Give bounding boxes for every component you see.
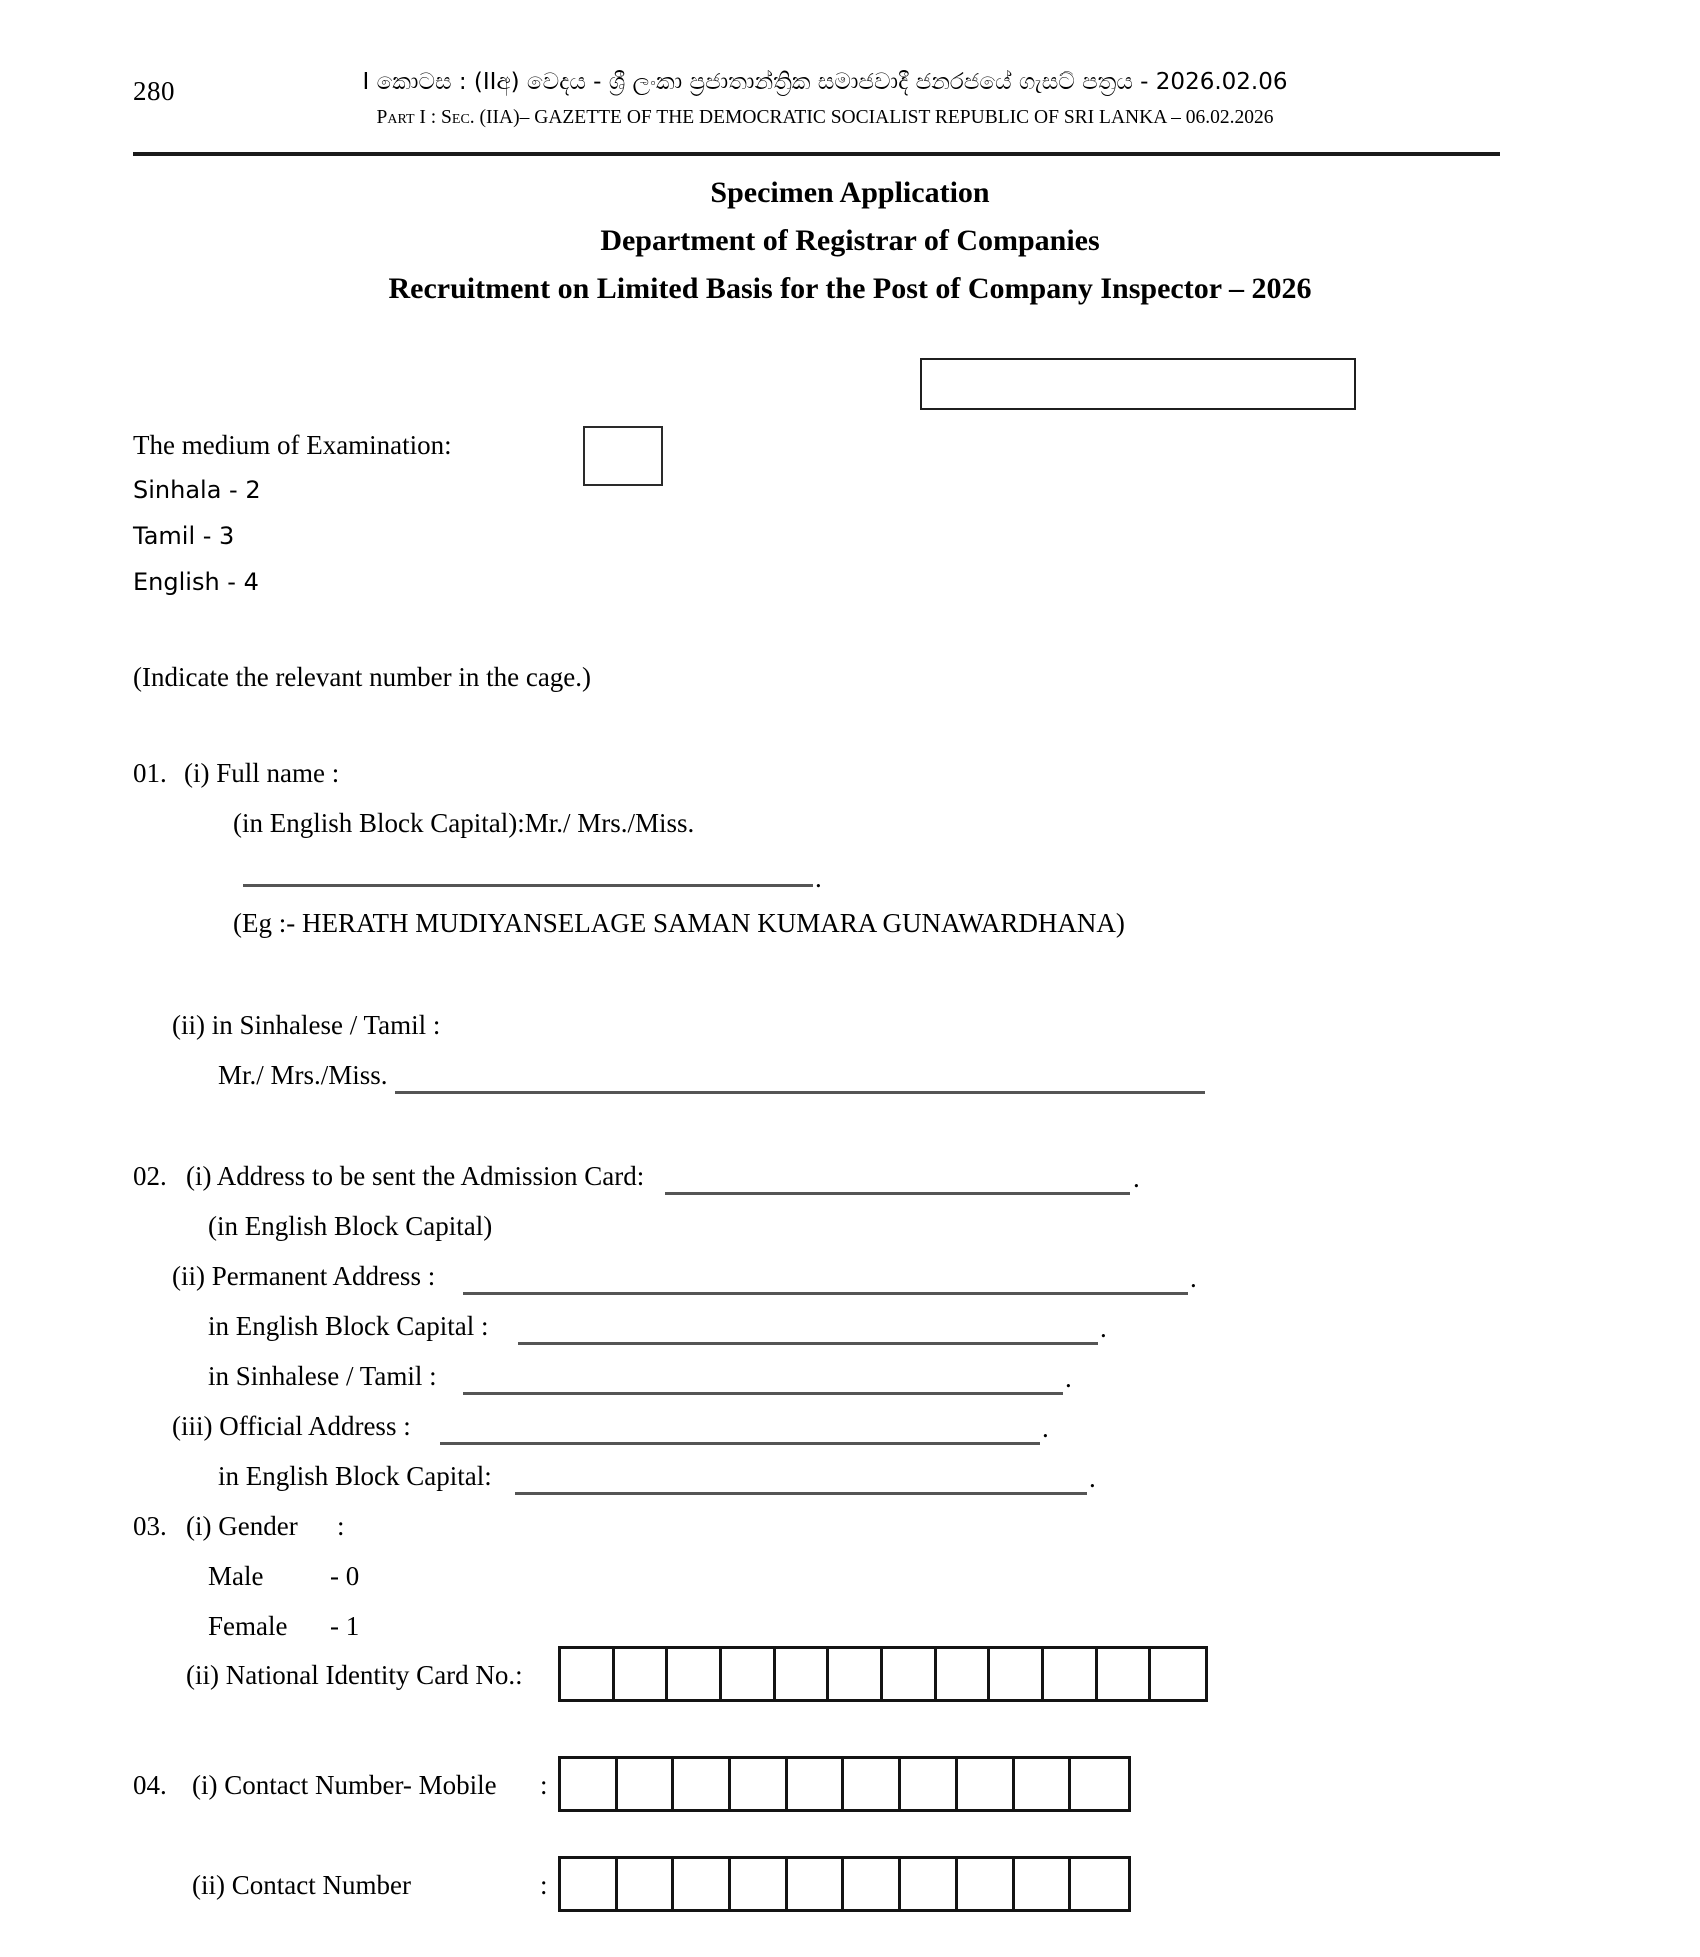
item-01-example: (Eg :- HERATH MUDIYANSELAGE SAMAN KUMARA GUNAWARDHANA) — [233, 908, 1125, 938]
department-title: Department of Registrar of Companies — [600, 224, 1100, 257]
office-use-box[interactable] — [920, 358, 1356, 410]
comb-cell[interactable] — [561, 1759, 618, 1809]
item-01-number: 01. — [133, 758, 167, 788]
item-02-number: 02. — [133, 1161, 167, 1191]
item-03-female-label: Female — [208, 1611, 288, 1641]
item-02-official-english-fill-line[interactable] — [515, 1492, 1087, 1495]
comb-cell[interactable] — [1015, 1859, 1072, 1909]
comb-cell[interactable] — [1044, 1649, 1098, 1699]
mobile-number-comb[interactable] — [558, 1756, 1131, 1812]
comb-cell[interactable] — [731, 1759, 788, 1809]
item-02-official-address-dot: . — [1042, 1413, 1049, 1443]
comb-cell[interactable] — [731, 1859, 788, 1909]
item-01-english-block-note: (in English Block Capital):Mr./ Mrs./Miss. — [233, 808, 695, 838]
item-02-permanent-english-dot: . — [1100, 1313, 1107, 1343]
comb-cell[interactable] — [1071, 1859, 1128, 1909]
item-02-sub-ii-a-label: in English Block Capital : — [208, 1311, 489, 1341]
item-03-sub-i-label: (i) Gender — [186, 1511, 298, 1541]
folio-number: 280 — [133, 76, 175, 106]
item-01-name-dot: . — [815, 863, 822, 893]
item-02-admission-card-fill-line[interactable] — [665, 1192, 1130, 1195]
comb-cell[interactable] — [1071, 1759, 1128, 1809]
medium-option-tamil: Tamil - 3 — [133, 522, 235, 550]
medium-option-english: English - 4 — [133, 568, 259, 596]
item-01-sub-ii-prefix: Mr./ Mrs./Miss. — [218, 1060, 388, 1090]
item-03-number: 03. — [133, 1511, 167, 1541]
item-02-permanent-address-fill-line[interactable] — [463, 1292, 1188, 1295]
nic-number-comb[interactable] — [558, 1646, 1208, 1702]
item-02-sub-ii-b-label: in Sinhalese / Tamil : — [208, 1361, 437, 1391]
comb-cell[interactable] — [1098, 1649, 1152, 1699]
comb-cell[interactable] — [776, 1649, 830, 1699]
comb-cell[interactable] — [844, 1759, 901, 1809]
medium-of-examination-cage[interactable] — [583, 426, 663, 486]
header-english-prefix: Part I : Sec. (IIA) — [376, 107, 520, 128]
recruitment-title: Recruitment on Limited Basis for the Post of Company Inspector – 2026 — [388, 272, 1312, 305]
item-03-male-value: - 0 — [330, 1561, 360, 1591]
comb-cell[interactable] — [958, 1859, 1015, 1909]
comb-cell[interactable] — [1015, 1759, 1072, 1809]
item-02-admission-card-dot: . — [1133, 1163, 1140, 1193]
item-02-permanent-sinhalese-dot: . — [1065, 1363, 1072, 1393]
comb-cell[interactable] — [561, 1649, 615, 1699]
item-02-permanent-sinhalese-fill-line[interactable] — [463, 1392, 1063, 1395]
comb-cell[interactable] — [901, 1859, 958, 1909]
item-03-male-label: Male — [208, 1561, 264, 1591]
item-04-number: 04. — [133, 1770, 167, 1800]
comb-cell[interactable] — [788, 1859, 845, 1909]
item-02-sub-i-label: (i) Address to be sent the Admission Card: — [186, 1161, 645, 1191]
comb-cell[interactable] — [722, 1649, 776, 1699]
item-02-sub-iii-a-label: in English Block Capital: — [218, 1461, 492, 1491]
item-02-sub-iii-label: (iii) Official Address : — [172, 1411, 411, 1441]
item-04-mobile-colon: : — [540, 1770, 548, 1800]
header-english-text: – GAZETTE OF THE DEMOCRATIC SOCIALIST REPUBLIC OF SRI LANKA – 06.02.2026 — [519, 107, 1274, 128]
item-02-official-address-fill-line[interactable] — [440, 1442, 1040, 1445]
header-sinhala-text: I කොටස : (IIඅ) වෙදය - ශ්‍රී ලංකා ප්‍රජාතාන්ත්‍රික සමාජවාදී ජනරජයේ ගැසට් පත්‍රය - 2026.02.06 — [362, 69, 1288, 95]
medium-of-examination-label: The medium of Examination: — [133, 430, 452, 460]
item-03-nic-label: (ii) National Identity Card No.: — [186, 1660, 523, 1690]
comb-cell[interactable] — [618, 1859, 675, 1909]
item-01-sub-i-label: (i) Full name : — [184, 758, 340, 788]
comb-cell[interactable] — [561, 1859, 618, 1909]
comb-cell[interactable] — [788, 1759, 845, 1809]
comb-cell[interactable] — [674, 1859, 731, 1909]
comb-cell[interactable] — [958, 1759, 1015, 1809]
item-01-sub-ii-label: (ii) in Sinhalese / Tamil : — [172, 1010, 441, 1040]
comb-cell[interactable] — [990, 1649, 1044, 1699]
item-04-contact-colon: : — [540, 1870, 548, 1900]
item-02-sub-i-note: (in English Block Capital) — [208, 1211, 493, 1241]
contact-number-comb[interactable] — [558, 1856, 1131, 1912]
item-02-permanent-address-dot: . — [1190, 1263, 1197, 1293]
header-sinhala-line — [260, 68, 1390, 96]
item-03-female-value: - 1 — [330, 1611, 360, 1641]
comb-cell[interactable] — [668, 1649, 722, 1699]
medium-instruction: (Indicate the relevant number in the cage.) — [133, 662, 592, 692]
comb-cell[interactable] — [1151, 1649, 1205, 1699]
comb-cell[interactable] — [883, 1649, 937, 1699]
item-02-permanent-english-fill-line[interactable] — [518, 1342, 1098, 1345]
comb-cell[interactable] — [618, 1759, 675, 1809]
comb-cell[interactable] — [937, 1649, 991, 1699]
item-01-sinhalese-fill-line[interactable] — [395, 1091, 1205, 1094]
item-04-sub-i-label: (i) Contact Number- Mobile — [192, 1770, 497, 1800]
page-title: Specimen Application — [710, 176, 990, 209]
item-01-name-fill-line[interactable] — [243, 884, 813, 887]
item-02-sub-ii-label: (ii) Permanent Address : — [172, 1261, 436, 1291]
item-03-gender-colon: : — [337, 1511, 345, 1541]
comb-cell[interactable] — [844, 1859, 901, 1909]
item-02-official-english-dot: . — [1089, 1463, 1096, 1493]
medium-option-sinhala: Sinhala - 2 — [133, 476, 261, 504]
comb-cell[interactable] — [615, 1649, 669, 1699]
item-04-sub-ii-label: (ii) Contact Number — [192, 1870, 411, 1900]
comb-cell[interactable] — [674, 1759, 731, 1809]
header-divider-rule — [133, 152, 1500, 156]
header-english-line — [260, 107, 1390, 129]
comb-cell[interactable] — [901, 1759, 958, 1809]
comb-cell[interactable] — [829, 1649, 883, 1699]
